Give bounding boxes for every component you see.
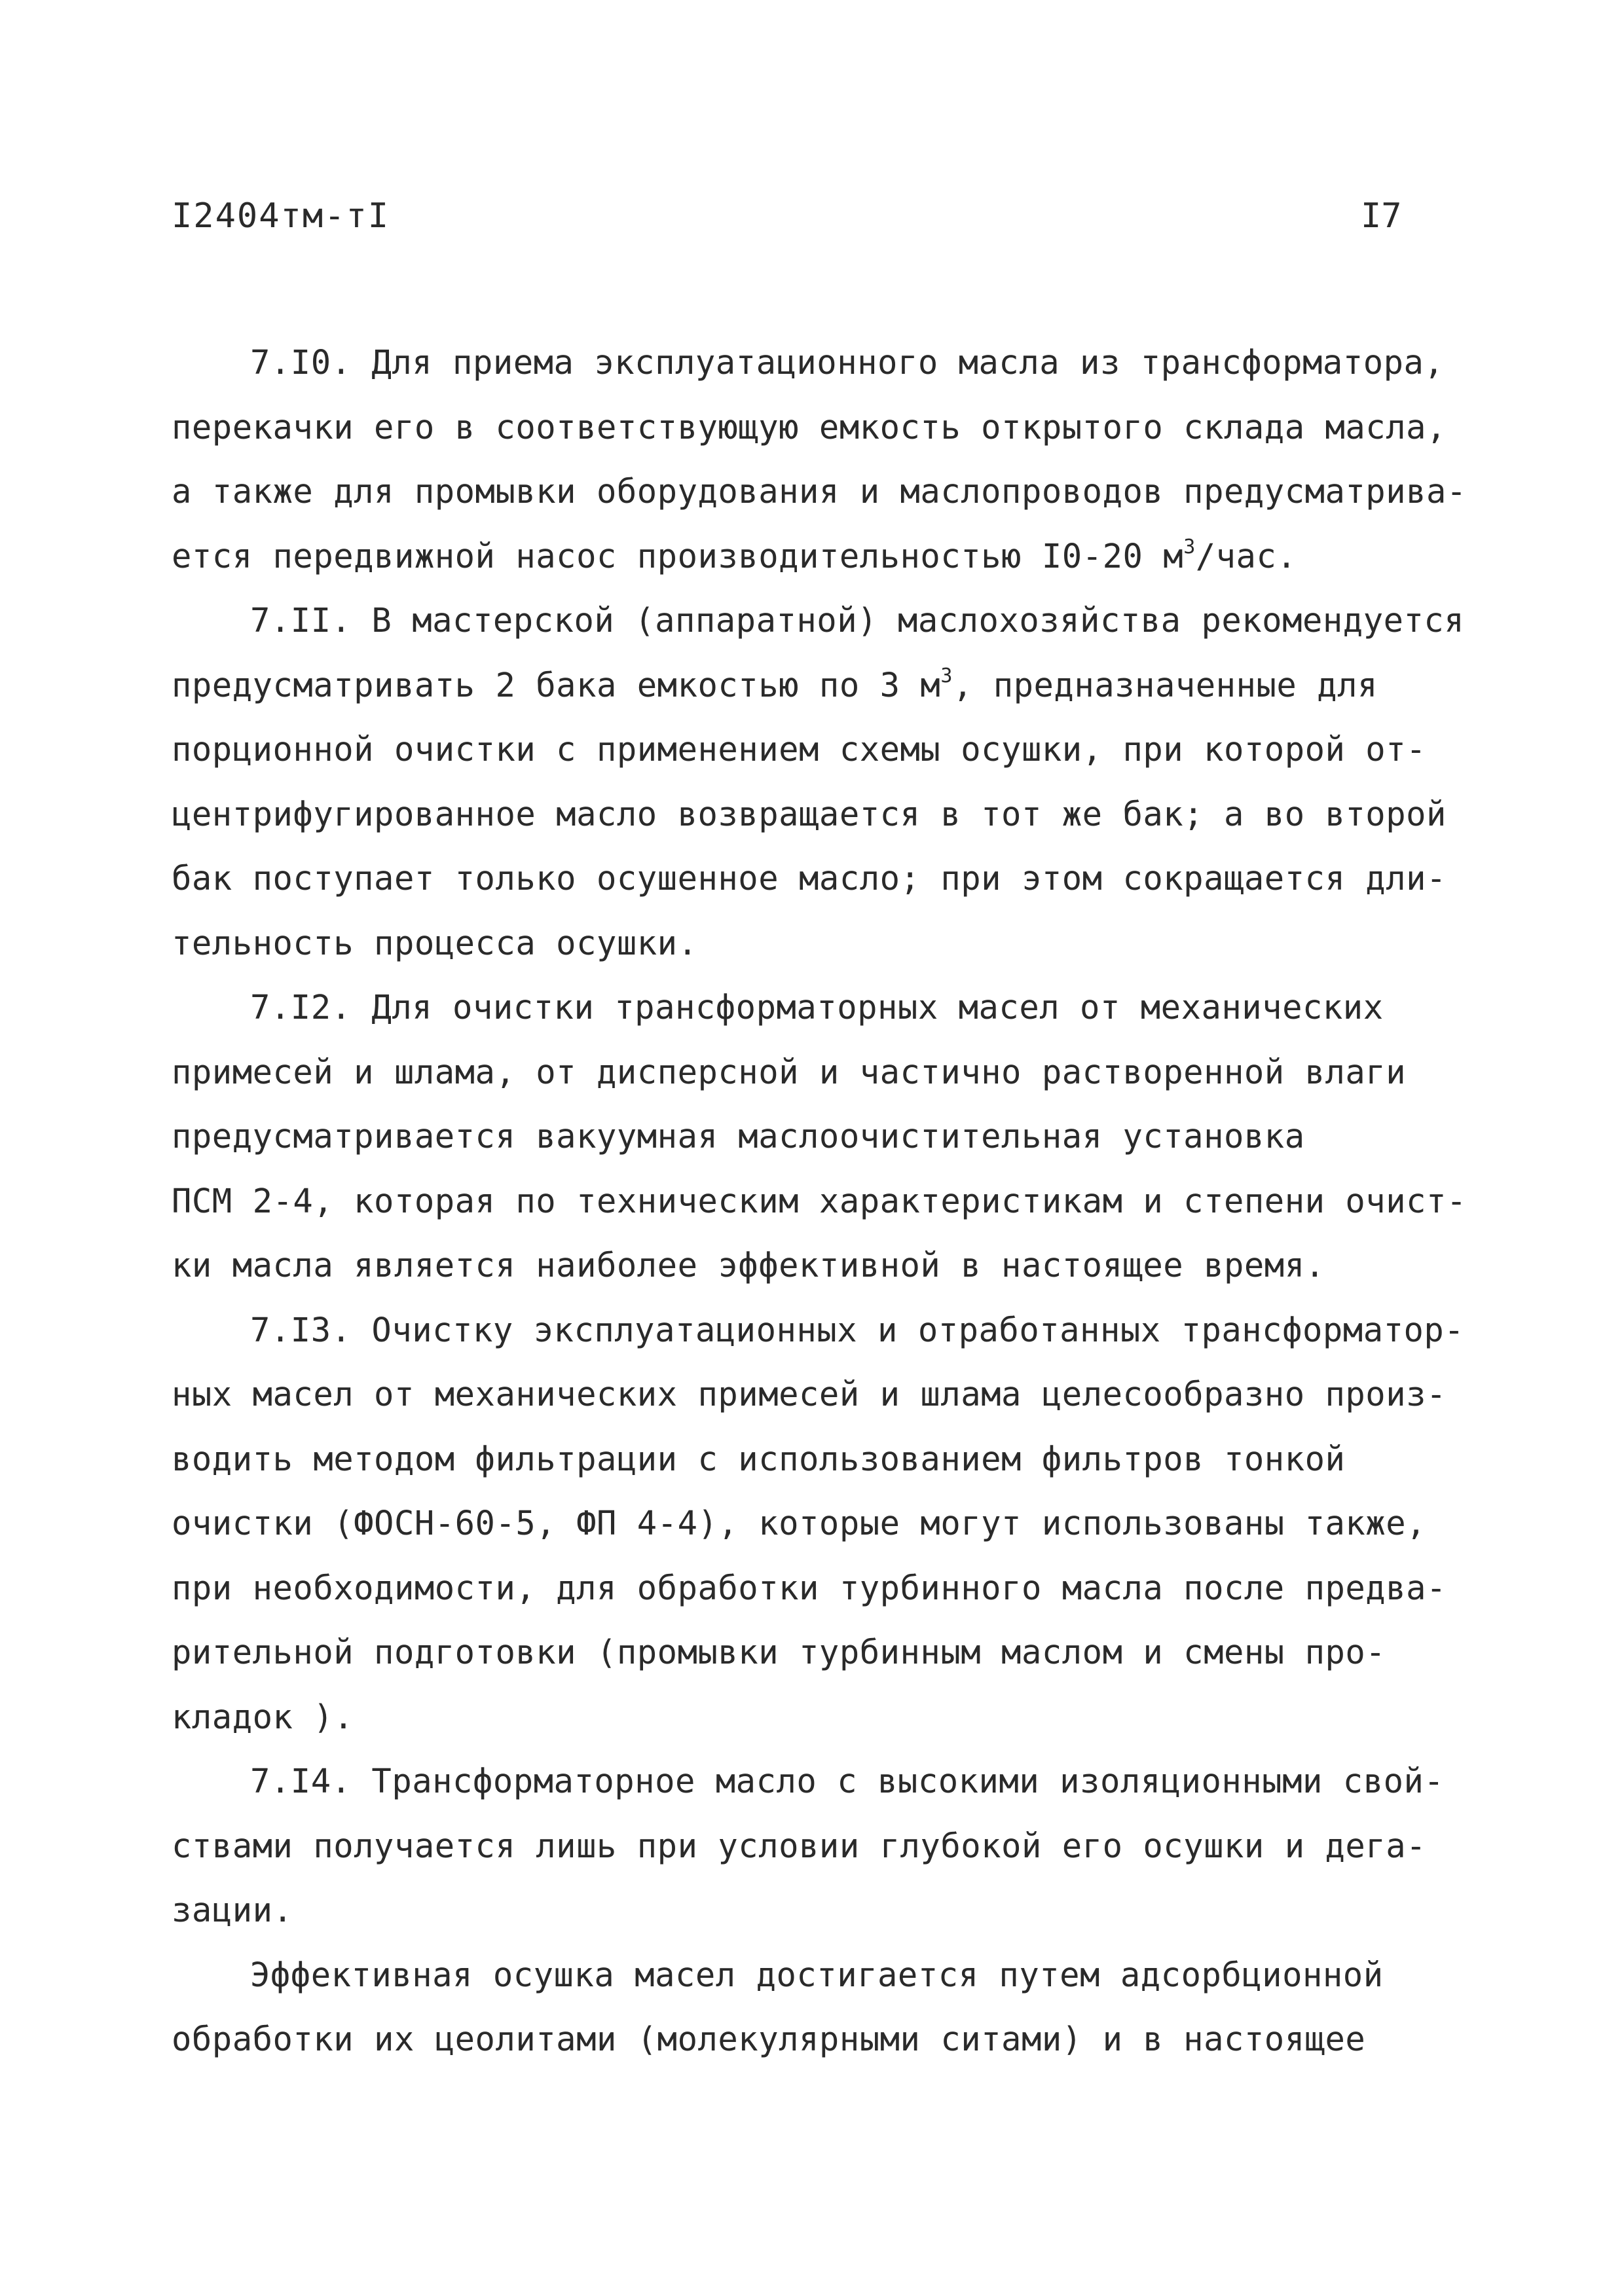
page-number: I7 bbox=[1361, 196, 1402, 236]
text-line: зации. bbox=[172, 1891, 293, 1929]
text-fragment: ется передвижной насос производительностью I0-20 м bbox=[172, 536, 1184, 575]
text-fragment: , предназначенные для bbox=[952, 665, 1378, 704]
text-line: предусматривается вакуумная маслоочистительная установка bbox=[172, 1117, 1305, 1156]
text-line: 7.I3. Очистку эксплуатационных и отработанных трансформатор- bbox=[250, 1310, 1465, 1349]
text-line: очистки (ФОСН-60-5, ФП 4-4), которые могут использованы также, bbox=[172, 1504, 1427, 1542]
text-fragment: предусматривать 2 бака емкостью по 3 м bbox=[172, 665, 941, 704]
paragraph-7-11 bbox=[172, 589, 1481, 975]
paragraph-effective-drying bbox=[172, 1943, 1481, 2072]
text-line: тельность процесса осушки. bbox=[172, 923, 698, 962]
text-line: примесей и шлама, от дисперсной и частично растворенной влаги bbox=[172, 1052, 1407, 1091]
text-line: бак поступает только осушенное масло; при этом сокращается дли- bbox=[172, 859, 1447, 898]
text-line: перекачки его в соответствующую емкость открытого склада масла, bbox=[172, 407, 1447, 446]
text-fragment: /час. bbox=[1195, 536, 1297, 575]
document-body bbox=[172, 331, 1481, 2072]
text-line: центрифугированное масло возвращается в тот же бак; а во второй bbox=[172, 794, 1447, 833]
text-line: кладок ). bbox=[172, 1697, 354, 1736]
text-line: а также для промывки оборудования и маслопроводов предусматрива- bbox=[172, 472, 1467, 511]
document-code: I2404тм-тI bbox=[172, 196, 390, 236]
text-line: ПСМ 2-4, которая по техническим характеристикам и степени очист- bbox=[172, 1181, 1467, 1220]
text-line: порционной очистки с применением схемы осушки, при которой от- bbox=[172, 730, 1427, 769]
text-line: ки масла является наиболее эффективной в настоящее время. bbox=[172, 1246, 1325, 1285]
paragraph-7-12 bbox=[172, 975, 1481, 1298]
paragraph-7-13 bbox=[172, 1298, 1481, 1750]
paragraph-7-10 bbox=[172, 331, 1481, 589]
text-line: Эффективная осушка масел достигается путем адсорбционной bbox=[250, 1955, 1384, 1994]
superscript: 3 bbox=[1183, 535, 1196, 558]
text-line: обработки их цеолитами (молекулярными ситами) и в настоящее bbox=[172, 2020, 1366, 2058]
superscript: 3 bbox=[940, 664, 953, 687]
text-line: ных масел от механических примесей и шлама целесообразно произ- bbox=[172, 1375, 1447, 1413]
text-line: при необходимости, для обработки турбинного масла после предва- bbox=[172, 1568, 1447, 1607]
text-line: водить методом фильтрации с использованием фильтров тонкой bbox=[172, 1439, 1346, 1478]
paragraph-7-14 bbox=[172, 1749, 1481, 1943]
text-line: ствами получается лишь при условии глубокой его осушки и дега- bbox=[172, 1826, 1427, 1865]
text-line-with-superscript bbox=[172, 524, 1481, 589]
text-line: 7.I2. Для очистки трансформаторных масел от механических bbox=[250, 988, 1384, 1027]
text-line: 7.I4. Трансформаторное масло с высокими изоляционными свой- bbox=[250, 1762, 1445, 1800]
text-line: рительной подготовки (промывки турбинным маслом и смены про- bbox=[172, 1633, 1386, 1671]
text-line: 7.I0. Для приема эксплуатационного масла из трансформатора, bbox=[250, 343, 1445, 382]
text-line: 7.II. В мастерской (аппаратной) маслохозяйства рекомендуется bbox=[250, 601, 1465, 640]
text-line-with-superscript bbox=[172, 653, 1481, 718]
